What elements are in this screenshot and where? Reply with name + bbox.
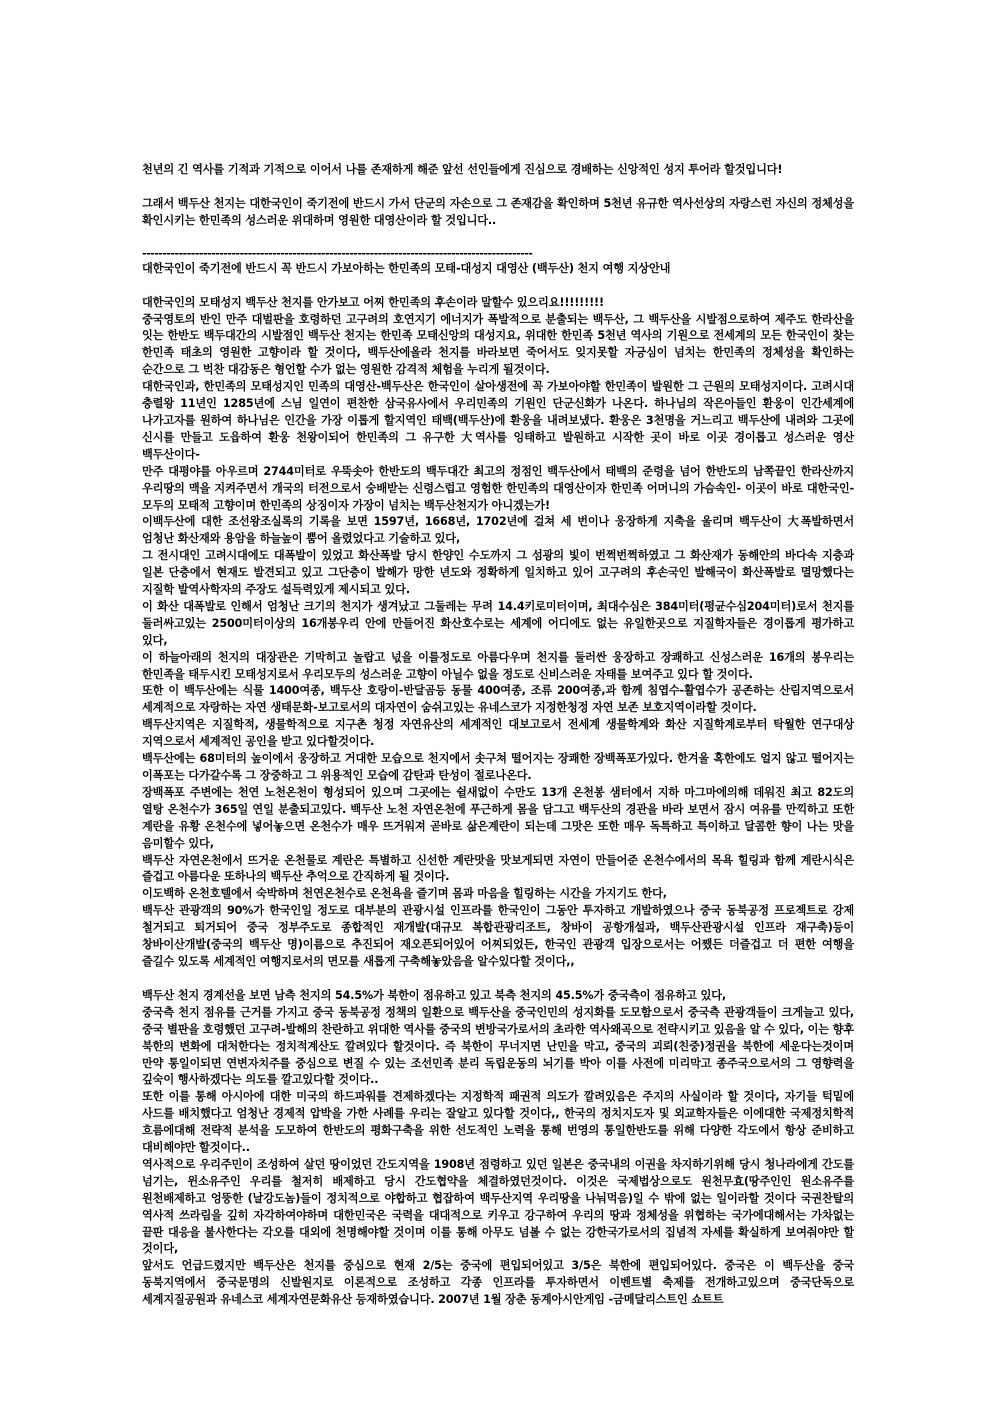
body-paragraph: 이 하늘아래의 천지의 대장관은 기막히고 놀랍고 넋을 이를정도로 아름다우며 천지를 둘러싼 웅장하고 장쾌하고 신성스러운 16개의 봉우리는 한민족을 태두시킨 모태성지로서 우리모두의 성스러운 고향이 아닐수 없을 정도로 신비스러운 자태를 보여주고 있다 할 것이다. [142, 650, 854, 681]
body-paragraph: 백두산 자연온천에서 뜨거운 온천물로 계란은 특별하고 신선한 계란맛을 맛보게되면 자연이 만들어준 온천수에서의 목욕 힐링과 함께 계란시식은 즐겁고 아름다운 또하나의 백두산 추억으로 간직하게 될 것이다. [142, 853, 854, 884]
body-paragraph: 이 화산 대폭발로 인해서 엄청난 크기의 천지가 생겨났고 그둘레는 무려 14.4키로미터이며, 최대수심은 384미터(평균수심204미터)로서 천지를 둘러싸고있는 2500미터이상의 16개봉우리 안에 만들어진 화산호수로는 세계에 어디에도 없는 유일한곳으로 지질학자들은 경이롭게 평가하고 있다, [142, 599, 854, 647]
body-paragraph: 앞서도 언급드렸지만 백두산은 천지를 중심으로 현재 2/5는 중국에 편입되어있고 3/5은 북한에 편입되어있다. 중국은 이 백두산을 중국 동북지역에서 중국문명의 신발원지로 이론적으로 조성하고 각종 인프라를 투자하면서 이벤트별 축제를 전개하고있으며 중국단독으로 세계지질공원과 유네스코 세계자연문화유산 등재하였습니다. 2007년 1월 장춘 동계아시안게임 -금메달리스트인 쇼트트 [142, 1259, 854, 1307]
paragraph-gap [142, 230, 854, 247]
body-paragraph: 이백두산에 대한 조선왕조실록의 기록을 보면 1597년, 1668년, 1702년에 걸쳐 세 번이나 웅장하게 지축을 울리며 백두산이 大폭발하면서 엄청난 화산재와 용암을 하늘높이 뿜어 올렸었다고 기술하고 있다, [142, 515, 854, 546]
paragraph-gap [142, 971, 854, 988]
intro-paragraph: 그래서 백두산 천지는 대한국인이 죽기전에 반드시 가서 단군의 자손으로 그 존재감을 확인하며 5천년 유규한 역사선상의 자랑스런 자신의 정체성을 확인시키는 한민족의 성스러운 위대하며 영원한 대영산이라 할 것입니다.. [142, 196, 854, 227]
body-paragraph: 백두산지역은 지질학적, 생물학적으로 지구촌 청정 자연유산의 세계적인 대보고로서 전세계 생물학계와 화산 지질학계로부터 탁월한 연구대상 지역으로서 세계적인 공인을 받고 있다할것이다. [142, 718, 854, 749]
paragraph-gap [142, 179, 854, 196]
body-paragraph: 또한 이를 통해 아시아에 대한 미국의 하드파워를 견제하겠다는 지정학적 패권적 의도가 깔려있음은 주지의 사실이라 할 것이다, 자기들 턱밑에 사드를 배치했다고 엄청난 경제적 압박을 가한 사례를 우리는 잘알고 있다할 것이다,, 한국의 정치지도자 및 외교학자들은 이에대한 국제정치학적 흐름에대해 전략적 분석을 도모하여 한반도의 평화구축을 위한 선도적인 노력을 통해 번영의 통일한반도를 위해 다양한 각도에서 항상 준비하고 대비해야만 할것이다.. [142, 1090, 854, 1155]
body-paragraph: 백두산에는 68미터의 높이에서 웅장하고 거대한 모습으로 천지에서 솟구쳐 떨어지는 장쾌한 장백폭포가있다. 한겨울 혹한에도 얼지 않고 떨어지는 이폭포는 다가갈수록 그 장중하고 그 위용적인 모습에 감탄과 탄성이 절로나온다. [142, 752, 854, 782]
body-paragraph: 백두산 관광객의 90%가 한국인일 정도로 대부분의 관광시설 인프라를 한국인이 그동안 투자하고 개발하였으나 중국 동북공정 프로젝트로 강제 철거되고 퇴거되어 중국 정부주도로 종합적인 재개발(대규모 복합관광리조트, 창바이 공항개설과, 백두산관광시설 인프라 재구축)등이 창바이산개발(중국의 백두산 명)이름으로 추진되어 재오픈되어있어 어찌되었든, 한국인 관광객 입장으로서는 어쨌든 더즐겁고 더 편한 여행을 즐길수 있도록 세계적인 여행지로서의 면모를 새롭게 구축해놓았음을 알수있다할 것이다,, [142, 904, 854, 968]
body-paragraph: 이도백하 온천호텔에서 숙박하며 천연온천수로 온천욕을 즐기며 몸과 마음을 힐링하는 시간을 가지기도 한다, [142, 887, 667, 901]
body-paragraph: 중국영토의 반인 만주 대벌판을 호령하던 고구려의 호연지기 에너지가 폭발적으로 분출되는 백두산, 그 백두산을 시발점으로하여 제주도 한라산을 잇는 한반도 백두대간의 시발점인 백두산 천지는 한민족 모태신앙의 대성지요, 위대한 한민족 5천년 역사의 기원으로 전세계의 모든 한국인이 찾는 한민족 태초의 영원한 고향이라 할 것이다, 백두산에올라 천지를 바라보면 죽어서도 잊지못할 자긍심이 넘치는 한민족의 정체성을 확인하는 순간으로 그 벅찬 대감동은 형언할 수가 없는 영원한 감격적 체험을 누리게 될것이다. [142, 312, 854, 377]
body-paragraph: 역사적으로 우리주민이 조성하여 살던 땅이었던 간도지역을 1908년 점령하고 있던 일본은 중국내의 이권을 차지하기위해 당시 청나라에게 간도를 넘기는, 윈소유주인 우리를 철저히 배제하고 당시 간도협약을 체결하였던것이다. 이것은 국제법상으로도 원천무효(땅주인인 원소유주를 원천배제하고 엉뚱한 (날강도놈)들이 정치적으로 야합하고 협잡하여 백두산지역 우리땅을 나눠먹음)일 수 밖에 없는 일이라할 것이다 국권찬탈의 역사적 쓰라림을 깊히 자각하여야하며 대한민국은 국력을 대대적으로 키우고 강구하여 우리의 땅과 정체성을 위협하는 국가에대해서는 가차없는 끝판 대응을 불사한다는 각오를 대외에 천명해야할 것이며 이를 통해 아무도 넘볼 수 없는 강한국가로서의 집념적 자세를 확실하게 보여줘야만 할 것이다, [142, 1157, 854, 1256]
body-paragraph: 백두산 천지 경계선을 보면 남측 천지의 54.5%가 북한이 점유하고 있고 북측 천지의 45.5%가 중국측이 점유하고 있다, [142, 988, 726, 1002]
section-heading: 대한국인이 죽기전에 반드시 꼭 반드시 가보아하는 한민족의 모태-대성지 대영산 (백두산) 천지 여행 지상안내 [142, 261, 671, 275]
document-page [142, 162, 854, 1309]
paragraph-gap [142, 278, 854, 295]
body-paragraph: 장백폭포 주변에는 천연 노천온천이 형성되어 있으며 그곳에는 쉴새없이 수만도 13개 온천봉 샘터에서 지하 마그마에의해 데워진 최고 82도의 열탕 온천수가 365일 연일 분출되고있다. 백두산 노천 자연온천에 푸근하게 몸을 담그고 백두산의 경관을 바라 보면서 잠시 여유를 만끽하고 또한 계란을 유황 온천수에 넣어놓으면 온천수가 매우 뜨거워져 곧바로 삶은계란이 되는데 그맛은 또한 매우 독특하고 특이하고 달콤한 향이 나는 맛을 음미할수 있다, [142, 785, 854, 850]
body-paragraph: 만주 대평야를 아우르며 2744미터로 우뚝솟아 한반도의 백두대간 최고의 정점인 백두산에서 태백의 준령을 넘어 한반도의 남쪽끝인 한라산까지 우리땅의 맥을 지켜주면서 개국의 터전으로서 숭배받는 신령스럽고 영험한 한민족의 대영산이자 한민족 어머니의 가슴속인- 이곳이 바로 대한국인-모두의 모태적 고향이며 한민족의 상징이자 가장이 넘치는 백두산천지가 아니겠는가! [142, 464, 854, 512]
body-paragraph: 또한 이 백두산에는 식물 1400여종, 백두산 호랑이-반달곰등 동물 400여종, 조류 200여종,과 함께 침엽수-활엽수가 공존하는 산림지역으로서 세계적으로 자랑하는 자연 생태문화-보고로서의 대자연이 숨쉬고있는 유네스코가 지정한청정 자연 보존 보호지역이라할 것이다. [142, 684, 854, 715]
divider-line: ------------------------------------------------------------------------------------------------ [142, 246, 533, 260]
body-paragraph: 중국측 천지 점유를 근거를 가지고 중국 동북공정 정책의 일환으로 백두산을 중국인민의 성지화를 도모함으로서 중국측 관광객들이 크게늘고 있다, 중국 별판을 호령했던 고구려-발해의 찬란하고 위대한 역사를 중국의 변방국가로서의 초라한 역사왜곡으로 전략시키고 있음을 알 수 있다, 이는 향후 북한의 변화에 대처한다는 정치적계산도 깔려있다 할것이다. 즉 북한이 무너지면 난민을 막고, 중국의 괴뢰(친중)정권을 북한에 세운다는것이며 만약 통일이되면 연변자치주를 중심으로 변질 수 있는 조선민족 분리 독립운동의 뇌기를 박아 이를 사전에 미리막고 종주국으로서의 그 영향력을 깊숙이 행사하겠다는 의도를 깔고있다할 것이다.. [142, 1005, 854, 1087]
body-paragraph: 대한국인과, 한민족의 모태성지인 민족의 대영산-백두산은 한국인이 살아생전에 꼭 가보아야할 한민족이 발원한 그 근원의 모태성지이다. 고려시대 충렬왕 11년인 1285년에 스님 일연이 편찬한 삼국유사에서 우리민족의 기원인 단군신화가 나온다. 하나님의 작은아들인 환웅이 인간세계에 나가고자를 원하여 하나님은 인간을 가장 이롭게 할지역인 태백(백두산)에 환웅을 내려보냈다. 환웅은 3천명을 거느리고 백두산에 내려와 그곳에 신시를 만들고 도읍하여 환웅 천왕이되어 한민족의 그 유구한 大역사를 잉태하고 발원하고 시작한 곳이 바로 이곳 경이롭고 성스러운 영산 백두산이다- [142, 380, 854, 461]
body-paragraph: 대한국인의 모태성지 백두산 천지를 안가보고 어찌 한민족의 후손이라 말할수 있으리요!!!!!!!!! [142, 295, 604, 309]
intro-paragraph: 천년의 긴 역사를 기적과 기적으로 이어서 나를 존재하게 해준 앞선 선인들에게 진심으로 경배하는 신앙적인 성지 투어라 할것입니다! [142, 163, 783, 176]
body-paragraph: 그 전시대인 고려시대에도 대폭발이 있었고 화산폭발 당시 한양인 수도까지 그 섬광의 빛이 번쩍번쩍하였고 그 화산재가 동해안의 바다속 지층과 일본 단층에서 현재도 발견되고 있고 그단층이 발해가 망한 년도와 정확하게 일치하고 있어 고구려의 후손국인 발해국이 화산폭발로 멸망했다는 지질학 발역사학자의 주장도 설득력있게 제시되고 있다. [142, 549, 854, 597]
